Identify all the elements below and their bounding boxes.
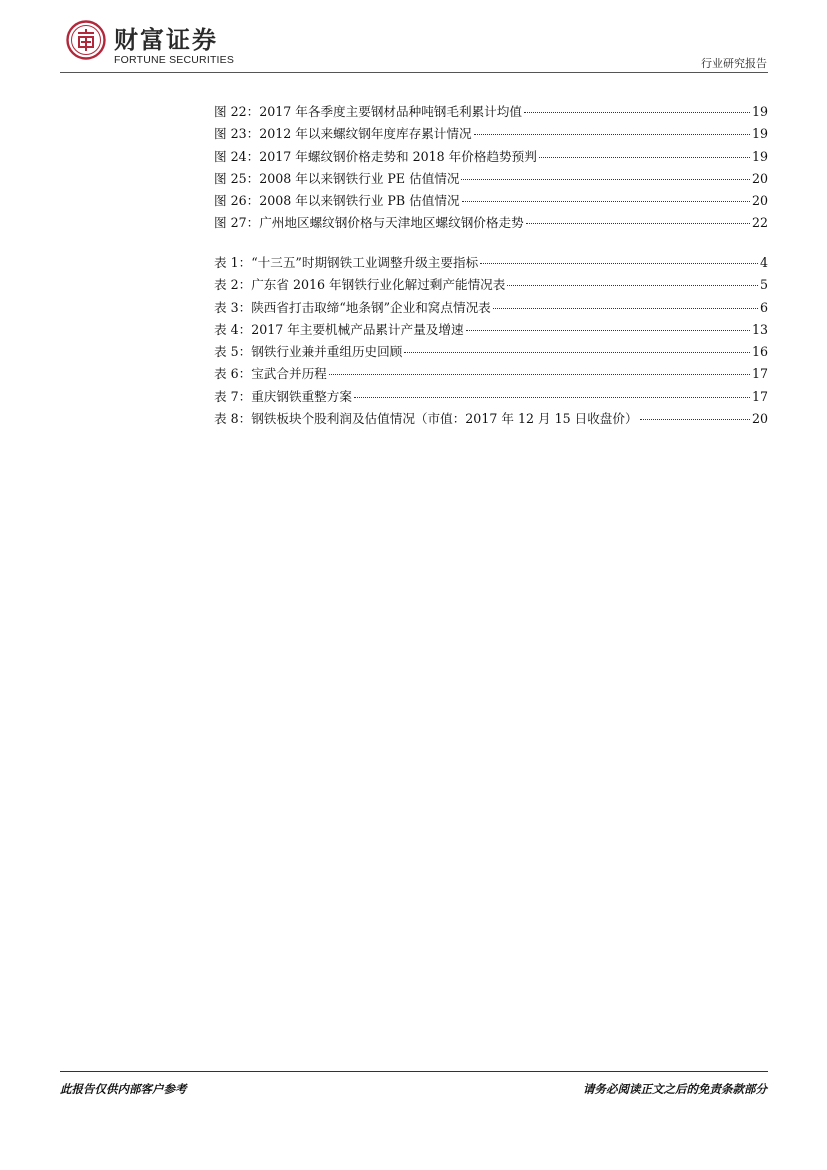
toc-page-number[interactable]: 6 (759, 299, 768, 315)
toc-entry-title[interactable]: 表 6：宝武合并历程 (214, 366, 327, 382)
toc-page-number[interactable]: 19 (751, 126, 768, 142)
toc-page-number[interactable]: 16 (751, 344, 768, 360)
toc-page-number[interactable]: 19 (751, 104, 768, 119)
figure-toc-entry[interactable] (214, 190, 768, 212)
dot-leader (354, 397, 750, 398)
toc-entry-title[interactable]: 表 5：钢铁行业兼并重组历史回顾 (214, 344, 403, 360)
dot-leader (329, 374, 750, 375)
table-toc-entry[interactable] (214, 274, 768, 296)
dot-leader (493, 308, 758, 309)
toc-entry-title[interactable]: 表 2：广东省 2016 年钢铁行业化解过剩产能情况表 (214, 277, 506, 293)
toc-entry-title[interactable]: 表 8：钢铁板块个股利润及估值情况（市值：2017 年 12 月 15 日收盘价） (214, 411, 638, 427)
figure-toc-entry[interactable] (214, 146, 768, 168)
table-toc-entry[interactable] (214, 341, 768, 363)
table-toc-entry[interactable] (214, 386, 768, 408)
toc-entry-title[interactable]: 图 26：2008 年以来钢铁行业 PB 估值情况 (214, 193, 460, 209)
dot-leader (466, 330, 750, 331)
fortune-seal-icon (66, 20, 106, 60)
table-toc-entry[interactable] (214, 363, 768, 385)
toc-entry-title[interactable]: 表 7：重庆钢铁重整方案 (214, 388, 352, 404)
toc-entry-title[interactable]: 图 22：2017 年各季度主要钢材品种吨钢毛利累计均值 (214, 104, 522, 119)
dot-leader (539, 157, 750, 158)
figure-toc-entry[interactable] (214, 123, 768, 145)
toc-entry-title[interactable]: 表 4：2017 年主要机械产品累计产量及增速 (214, 321, 464, 337)
toc-page-number[interactable]: 4 (759, 255, 768, 270)
page-header (0, 0, 827, 80)
dot-leader (480, 263, 758, 264)
logo-english-name: FORTUNE SECURITIES (114, 54, 235, 66)
toc-page-number[interactable]: 13 (751, 321, 768, 337)
dot-leader (640, 419, 750, 420)
footer-notice: 此报告仅供内部客户参考 (60, 1082, 187, 1096)
figure-toc-entry[interactable] (214, 101, 768, 123)
header-divider (60, 72, 768, 73)
toc-page-number[interactable]: 17 (751, 366, 768, 382)
table-toc-entry[interactable] (214, 252, 768, 274)
toc-entry-title[interactable]: 图 23：2012 年以来螺纹钢年度库存累计情况 (214, 126, 472, 142)
company-logo (66, 20, 246, 66)
toc-page-number[interactable]: 22 (751, 215, 768, 231)
dot-leader (526, 223, 750, 224)
footer-disclaimer: 请务必阅读正文之后的免责条款部分 (583, 1082, 767, 1096)
dot-leader (507, 285, 758, 286)
toc-entry-title[interactable]: 图 25：2008 年以来钢铁行业 PE 估值情况 (214, 170, 460, 186)
report-type-label: 行业研究报告 (701, 57, 767, 70)
figure-toc-entry[interactable] (214, 168, 768, 190)
toc-page-number[interactable]: 17 (751, 388, 768, 404)
tables-list (214, 252, 768, 430)
toc-page-number[interactable]: 20 (751, 411, 768, 427)
toc-entry-title[interactable]: 图 24：2017 年螺纹钢价格走势和 2018 年价格趋势预判 (214, 148, 537, 164)
toc-page-number[interactable]: 5 (759, 277, 768, 293)
toc-entry-title[interactable]: 表 1：“十三五”时期钢铁工业调整升级主要指标 (214, 255, 479, 270)
toc-entry-title[interactable]: 图 27：广州地区螺纹钢价格与天津地区螺纹钢价格走势 (214, 215, 524, 231)
figures-list (214, 101, 768, 235)
table-toc-entry[interactable] (214, 297, 768, 319)
toc-page-number[interactable]: 20 (751, 170, 768, 186)
table-toc-entry[interactable] (214, 319, 768, 341)
logo-chinese-name: 财富证券 (114, 26, 218, 54)
toc-page-number[interactable]: 20 (751, 193, 768, 209)
dot-leader (461, 179, 749, 180)
table-toc-entry[interactable] (214, 408, 768, 430)
toc-page-number[interactable]: 19 (751, 148, 768, 164)
dot-leader (462, 201, 750, 202)
dot-leader (474, 134, 750, 135)
footer-divider (60, 1071, 768, 1072)
dot-leader (524, 112, 750, 113)
dot-leader (404, 352, 750, 353)
figure-toc-entry[interactable] (214, 212, 768, 234)
toc-entry-title[interactable]: 表 3：陕西省打击取缔“地条钢”企业和窝点情况表 (214, 299, 491, 315)
